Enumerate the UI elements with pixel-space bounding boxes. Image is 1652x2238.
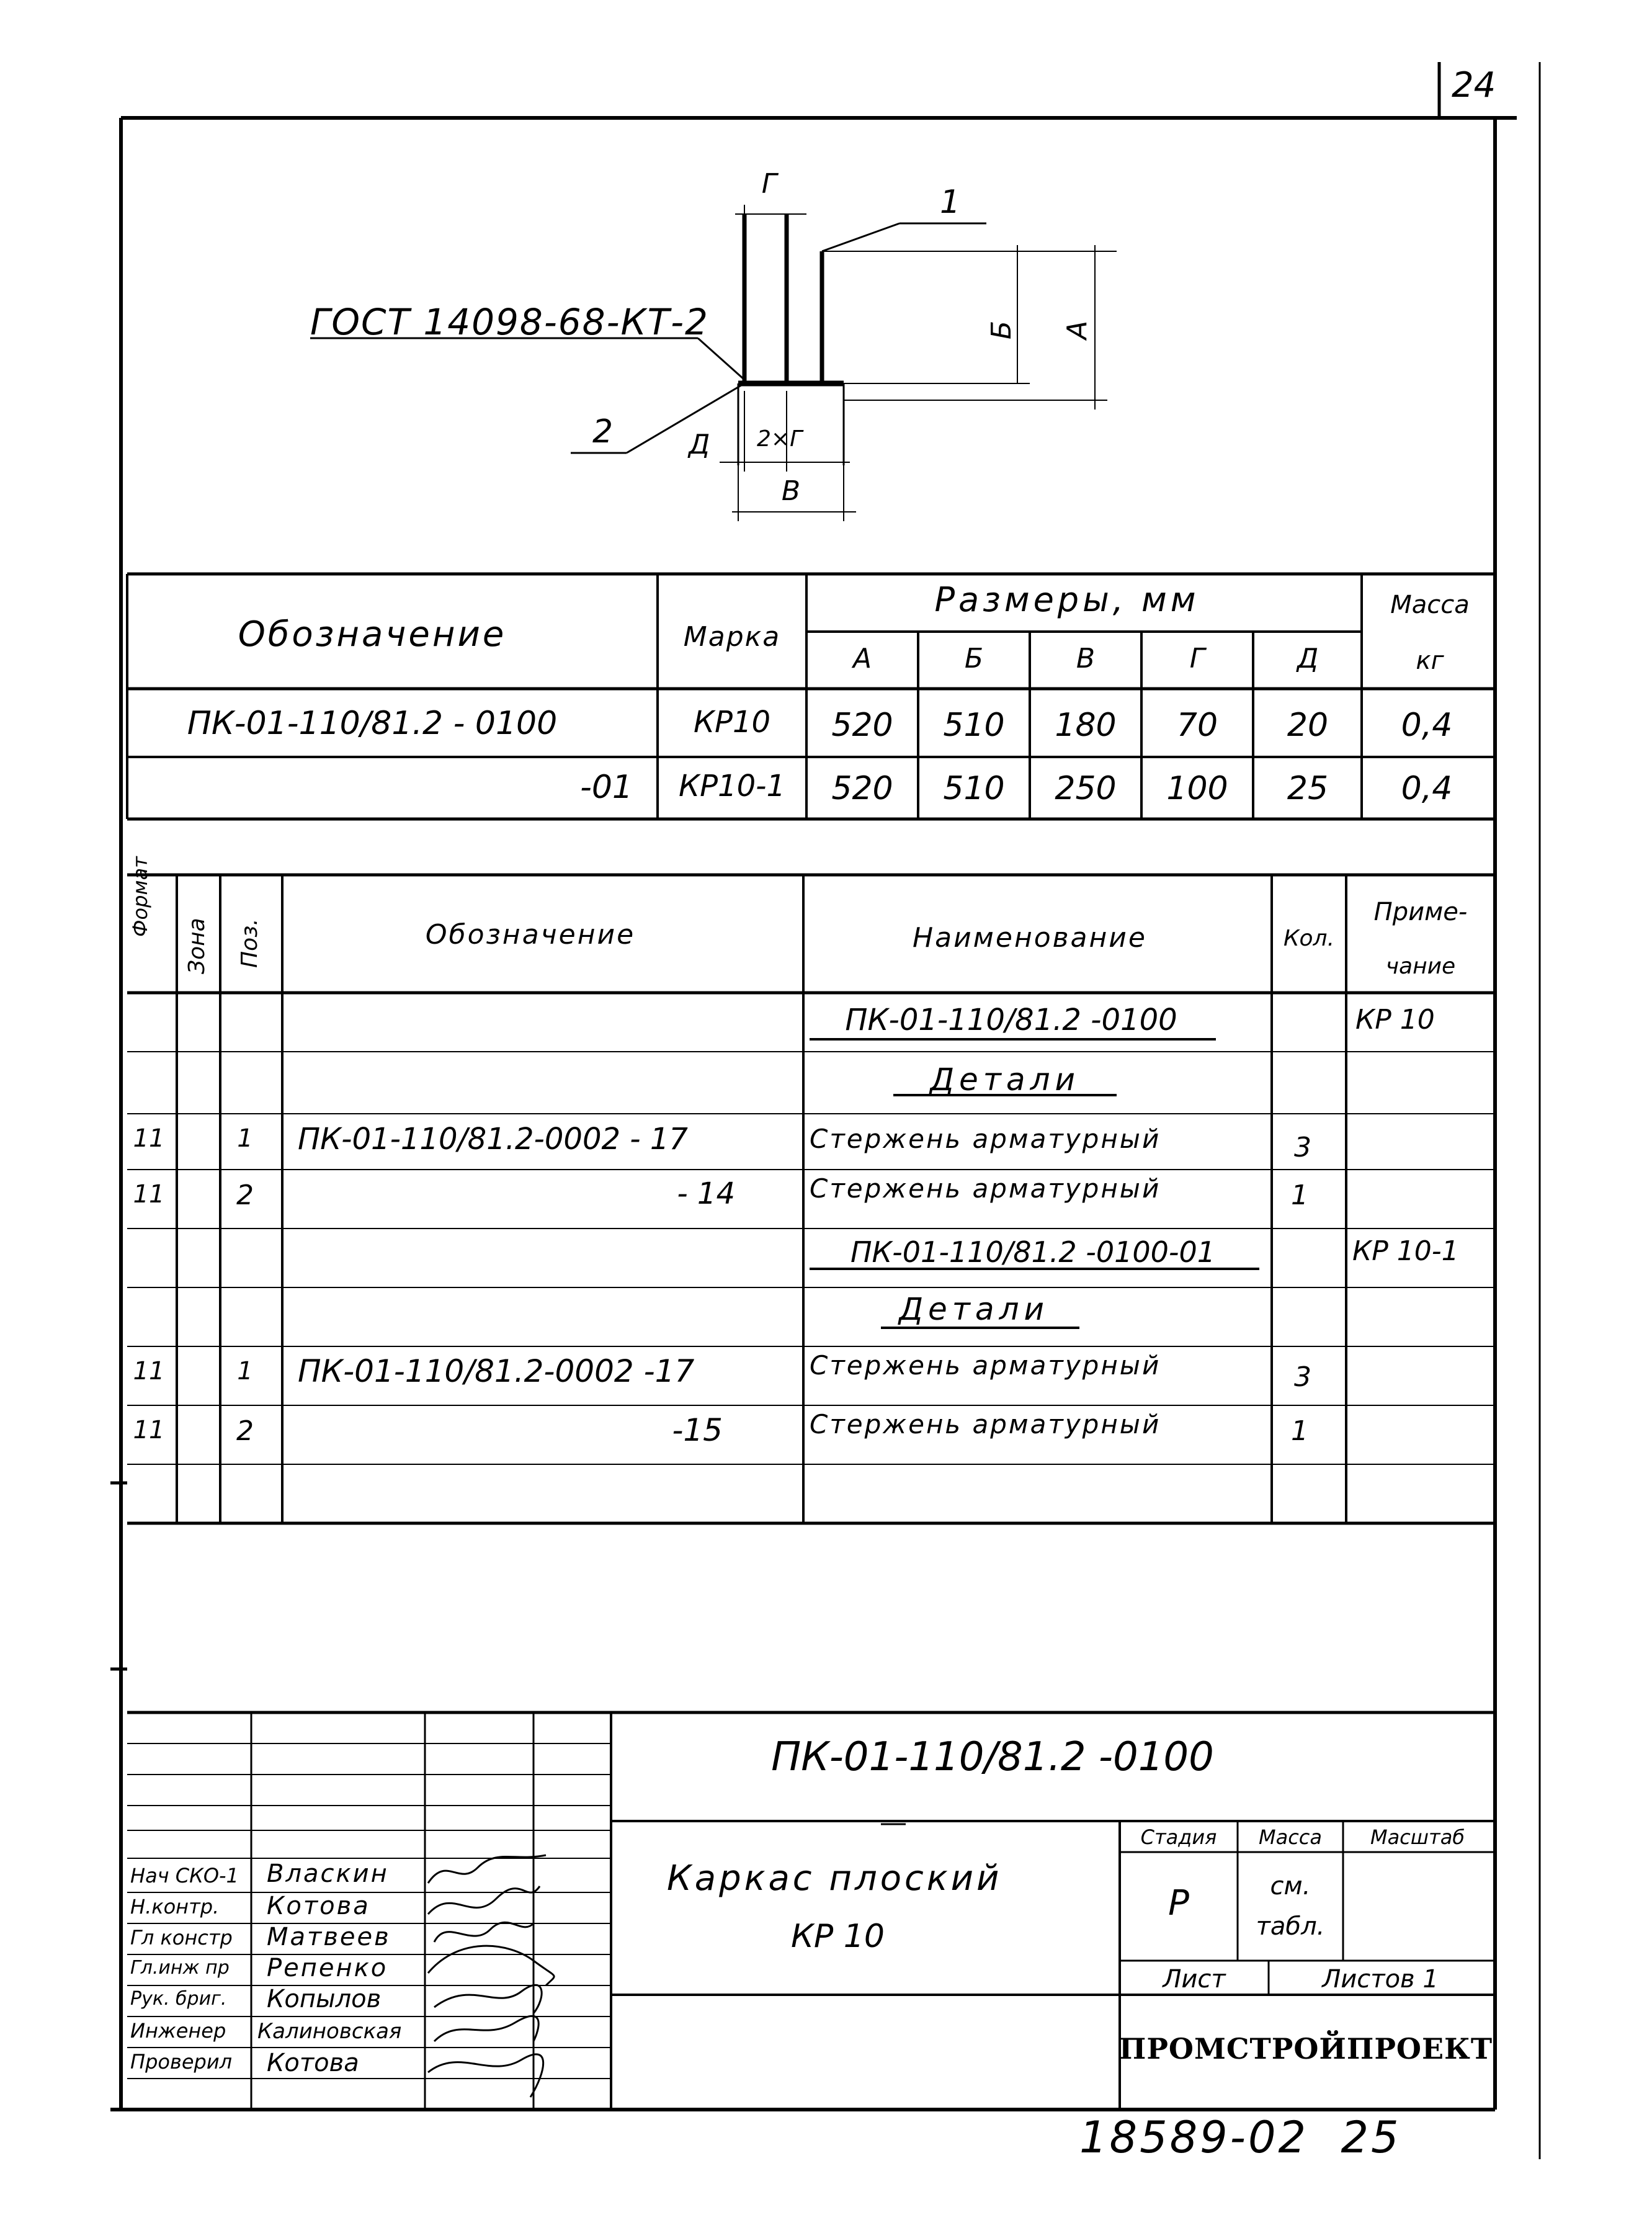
spec-row-name: Стержень арматурный	[810, 1173, 1161, 1204]
drawing-title-1: Каркас плоский	[667, 1858, 1002, 1899]
role-label: Нач СКО-1	[130, 1864, 239, 1887]
size-row-mark: КР10-1	[679, 769, 785, 803]
role-label: Рук. бриг.	[130, 1988, 227, 2010]
spec-row-pos: 1	[237, 1357, 253, 1385]
signer-name: Власкин	[267, 1860, 389, 1888]
size-row-a: 520	[831, 707, 893, 744]
size-row-d: 20	[1287, 707, 1329, 744]
size-row-b: 510	[943, 770, 1005, 807]
spec-row-format: 11	[133, 1180, 165, 1209]
dim-a-label: А	[1061, 320, 1094, 340]
spec-row-qty: 1	[1291, 1179, 1308, 1211]
spec-header-name: Наименование	[913, 922, 1147, 954]
spec-header-designation: Обозначение	[425, 919, 636, 951]
dim-g-label: Г	[761, 168, 777, 200]
organization-name: ПРОМСТРОЙПРОЕКТ	[1118, 2032, 1493, 2066]
header-sheet: Лист	[1163, 1965, 1226, 1994]
spec-row-name: ПК-01-110/81.2 -0100	[845, 1003, 1177, 1037]
size-table-header-mark: Марка	[683, 621, 781, 653]
spec-header-zone: Зона	[184, 918, 210, 974]
spec-row-designation: - 14	[677, 1176, 735, 1211]
spec-row-format: 11	[133, 1416, 165, 1444]
header-scale: Масштаб	[1370, 1825, 1465, 1849]
dim-2g-label: 2×Г	[757, 426, 803, 452]
size-row-mass: 0,4	[1401, 707, 1453, 744]
signer-name: Котова	[267, 1892, 370, 1920]
spec-row-format: 11	[133, 1124, 165, 1153]
spec-row-name: Детали	[898, 1291, 1050, 1327]
spec-row-qty: 3	[1294, 1132, 1311, 1163]
spec-row-name: Детали	[929, 1062, 1081, 1098]
signer-name: Котова	[267, 2049, 359, 2077]
spec-row-name: Стержень арматурный	[810, 1350, 1161, 1381]
position-1-label: 1	[940, 184, 961, 221]
spec-row-note: КР 10	[1355, 1004, 1435, 1036]
spec-header-note-2: чание	[1385, 954, 1456, 979]
mass-value-1: см.	[1270, 1872, 1311, 1900]
signer-name: Копылов	[267, 1985, 382, 2013]
spec-row-designation: ПК-01-110/81.2-0002 - 17	[298, 1122, 688, 1157]
size-row-designation: -01	[580, 769, 633, 806]
page-number: 24	[1452, 65, 1496, 105]
position-2-label: 2	[592, 413, 614, 450]
size-row-designation: ПК-01-110/81.2 - 0100	[187, 705, 558, 742]
size-table-header-designation: Обозначение	[238, 614, 507, 655]
dim-d-label: Д	[689, 429, 710, 460]
header-stage: Стадия	[1140, 1825, 1217, 1849]
signer-name: Репенко	[267, 1954, 388, 1982]
spec-header-note-1: Приме-	[1373, 898, 1468, 926]
role-label: Проверил	[130, 2050, 233, 2074]
spec-row-pos: 2	[236, 1415, 254, 1447]
size-row-mass: 0,4	[1401, 770, 1453, 807]
header-mass: Масса	[1258, 1825, 1323, 1849]
dim-b-label: Б	[986, 320, 1018, 340]
size-row-d: 25	[1287, 770, 1329, 807]
role-label: Гл констр	[130, 1926, 233, 1949]
spec-row-name: Стержень арматурный	[810, 1409, 1161, 1439]
stage-value: Р	[1168, 1883, 1189, 1923]
size-col-b: Б	[964, 643, 984, 674]
size-row-g: 100	[1166, 770, 1228, 807]
dim-v-label: В	[781, 475, 801, 507]
archive-code: 18589-02 25	[1079, 2112, 1401, 2163]
spec-row-designation: ПК-01-110/81.2-0002 -17	[298, 1353, 695, 1389]
size-row-mark: КР10	[693, 705, 771, 740]
size-col-a: А	[852, 643, 872, 674]
spec-row-pos: 1	[237, 1124, 253, 1153]
mass-value-2: табл.	[1256, 1912, 1325, 1941]
spec-row-name: ПК-01-110/81.2 -0100-01	[850, 1235, 1216, 1269]
size-row-v: 180	[1055, 707, 1117, 744]
role-label: Инженер	[130, 2019, 226, 2043]
size-col-g: Г	[1189, 643, 1205, 674]
gost-label: ГОСТ 14098-68-КТ-2	[310, 301, 709, 343]
size-row-g: 70	[1176, 707, 1218, 744]
spec-row-format: 11	[133, 1357, 165, 1385]
signer-name: Матвеев	[267, 1923, 391, 1951]
spec-header-format: Формат	[128, 856, 152, 937]
size-row-v: 250	[1055, 770, 1117, 807]
size-table-header-mass-unit: кг	[1416, 647, 1444, 675]
spec-header-pos: Поз.	[237, 918, 262, 968]
size-table-header-mass: Масса	[1390, 591, 1470, 619]
spec-row-qty: 3	[1294, 1361, 1311, 1393]
role-label: Гл.инж пр	[130, 1957, 230, 1979]
spec-row-note: КР 10-1	[1352, 1235, 1459, 1267]
role-label: Н.контр.	[130, 1895, 220, 1918]
spec-header-qty: Кол.	[1283, 926, 1335, 951]
size-row-a: 520	[831, 770, 893, 807]
signer-name: Калиновская	[257, 2019, 402, 2044]
header-sheets: Листов 1	[1322, 1965, 1439, 1994]
doc-code: ПК-01-110/81.2 -0100	[771, 1734, 1214, 1780]
spec-row-designation: -15	[672, 1412, 723, 1448]
size-col-v: В	[1076, 643, 1096, 674]
spec-row-qty: 1	[1291, 1415, 1308, 1447]
spec-row-name: Стержень арматурный	[810, 1124, 1161, 1154]
size-row-b: 510	[943, 707, 1005, 744]
spec-row-pos: 2	[236, 1179, 254, 1211]
size-table-header-sizes: Размеры, мм	[934, 580, 1200, 619]
drawing-title-2: КР 10	[791, 1918, 885, 1955]
size-col-d: Д	[1297, 643, 1319, 674]
